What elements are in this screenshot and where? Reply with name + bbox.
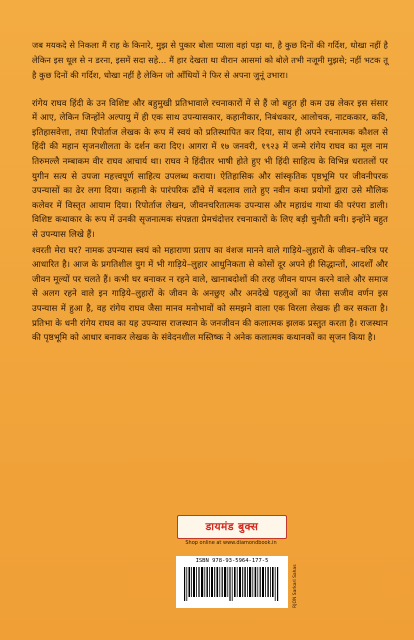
isbn-label: ISBN 978-93-5964-177-5 xyxy=(195,558,269,564)
publisher-logo-text: डायमंड बुक्स xyxy=(205,521,259,533)
poem-excerpt: जब मयकदे से निकला मैं राह के किनारे, मुझ से पुकार बोला प्याला वहां पड़ा था, है कुछ दिनों की गर्दिश, धोखा नहीं है लेकिन इस धूल से न डरना, इसमें सदा सहे... मैं हार देखता था वीरान आसमां को बोले तभी नजूमी मुझसे; नहीं भटक तू है कुछ दिनों की गर्दिश, धोखा नहीं है लेकिन जो आँधियों ने फिर से अपना जुनूं उभारा। xyxy=(32,40,388,81)
shop-online-text: Shop online at www.diamondbook.in xyxy=(185,540,277,546)
novel-description-paragraph: श्वरती मेरा घर? नामक उपन्यास स्वयं को महाराणा प्रताप का वंशज मानने वाले गाड़िये–लुहारों के जीवन–चरित्र पर आधारित है। आज के प्रगतिशील युग में भी गाड़िये–लुहार आधुनिकता से कोसों दूर अपने ही सिद्धान्तों, आदर्शों और जीवन मूल्यों पर चलते हैं। कभी घर बनाकर न रहने वाले, खानाबदोशों की तरह जीवन यापन करने वाले और समाज से अलग रहने वाले इन गाड़िये–लुहारों के जीवन के अनछुए और अनदेखे पहलुओं का जैसा सजीव वर्णन इस उपन्यास में हुआ है, वह रांगेय राघव जैसा मानव मनोभावों को समझने वाला एक विरला लेखक ही कर सकता है।प्रतिभा के धनी रांगेय राघव का यह उपन्यास राजस्थान के जनजीवन की कलात्मक झलक प्रस्तुत करता है। राजस्थान की पृष्ठभूमि को आधार बनाकर लेखक के संवेदनशील मस्तिष्क ने अनेक कलात्मक कथानकों का सृजन किया है। xyxy=(32,245,388,344)
author-paragraph: रांगेय राघव हिंदी के उन विशिष्ट और बहुमुखी प्रतिभावाले रचनाकारों में से हैं जो बहुत ही कम उम्र लेकर इस संसार में आए, लेकिन जिन्होंने अल्पायु में ही एक साथ उपन्यासकार, कहानीकार, निबंधकार, आलोचक, नाटककार, कवि, इतिहासवेत्ता, तथा रिपोर्ताज लेखक के रूप में स्वयं को प्रतिस्थापित कर दिया, साथ ही अपने रचनात्मक कौशल से हिंदी की महान सृजनशीलता के दर्शन करा दिए। आगरा में १७ जनवरी, १९२३ में जन्मे रांगेय राघव का मूल नाम तिरुमल्लै नम्बाकम वीर राघव आचार्य था। राघव ने हिंदीतर भाषी होते हुए भी हिंदी साहित्य के विभिन्न धरातलों पर युगीन सत्य से उपजा महत्त्वपूर्ण साहित्य उपलब्ध कराया। ऐतिहासिक और सांस्कृतिक पृष्ठभूमि पर जीवनीपरक उपन्यासों का ढेर लगा दिया। कहानी के पारंपरिक ढाँचे में बदलाव लाते हुए नवीन कथा प्रयोगों द्वारा उसे मौलिक कलेवर में विस्तृत आयाम दिया। रिपोर्ताज लेखन, जीवनचरितात्मक उपन्यास और महाग्रंथ गाथा की परंपरा डाली। विशिष्ट कथाकार के रूप में उनकी सृजनात्मक संपन्नता प्रेमचंदोत्तर रचनाकारों के लिए बड़ी चुनौती बनी। इन्होंने बहुत से उपन्यास लिखे हैं। xyxy=(32,98,388,240)
series-code-label: RJON Sarkari Sahas xyxy=(293,564,298,608)
publisher-logo-badge xyxy=(177,515,287,539)
barcode-panel xyxy=(176,556,288,608)
barcode-icon xyxy=(184,567,280,601)
blurb-text-block xyxy=(32,38,388,346)
